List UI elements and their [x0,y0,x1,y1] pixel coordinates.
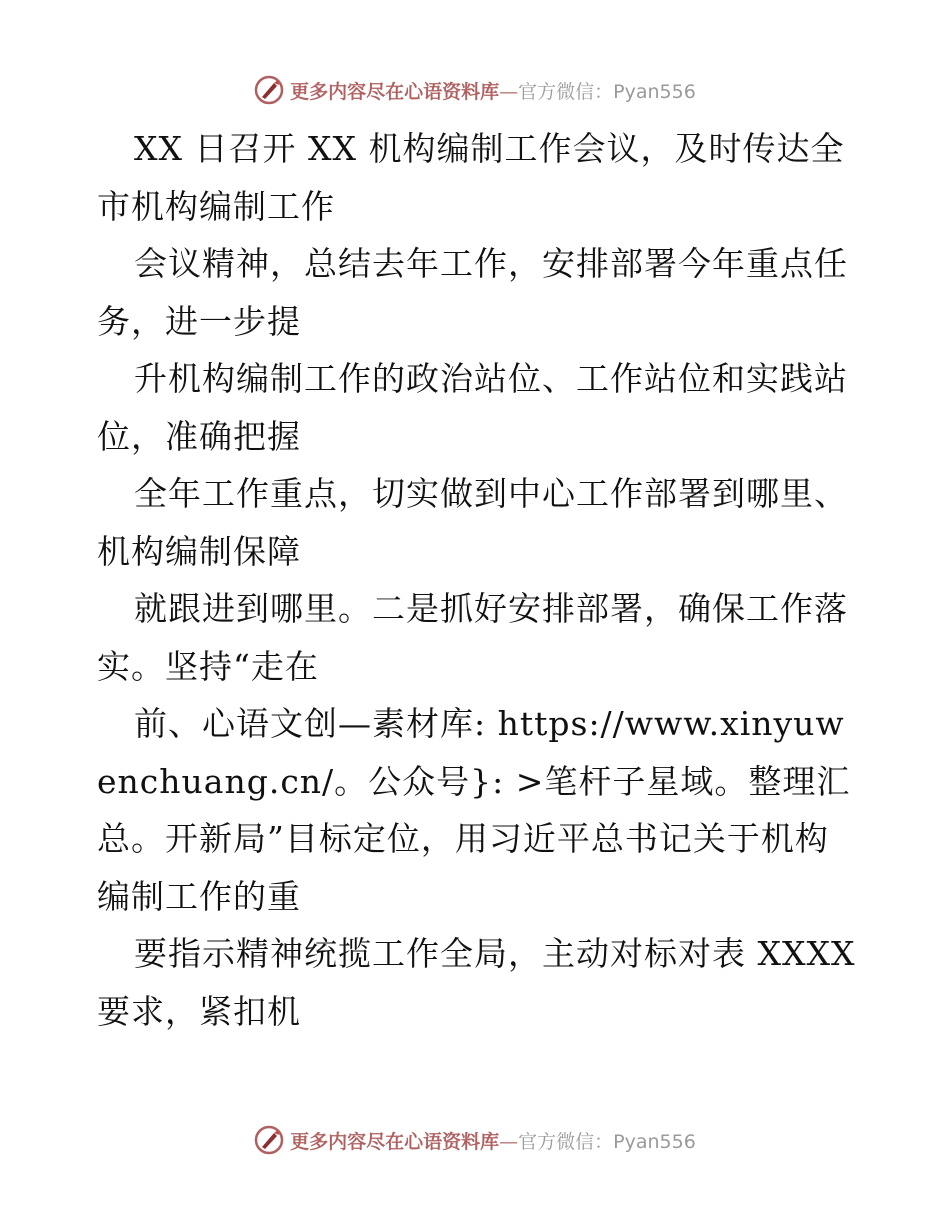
header-watermark-banner [0,70,950,110]
header-wechat-text: 官方微信：Pyan556 [518,80,696,103]
paragraph-1: XX 日召开 XX 机构编制工作会议，及时传达全市机构编制工作 [97,129,845,226]
footer-watermark-banner [0,1120,950,1160]
header-dash: — [499,80,519,103]
footer-brand-text: 更多内容尽在心语资料库 [290,1130,500,1153]
paragraph-3: 升机构编制工作的政治站位、工作站位和实践站位，准确把握 [97,359,848,456]
quill-pen-logo-icon [254,1125,284,1155]
paragraph-4: 全年工作重点，切实做到中心工作部署到哪里、机构编制保障 [97,474,848,571]
paragraph-5: 就跟进到哪里。二是抓好安排部署，确保工作落实。坚持“走在 [97,589,848,686]
paragraph-7: 要指示精神统揽工作全局，主动对标对表 XXXX 要求，紧扣机 [97,934,856,1031]
quill-pen-logo-icon [254,75,284,105]
document-body [97,120,857,1040]
footer-watermark-text [290,1127,696,1154]
header-brand-text: 更多内容尽在心语资料库 [290,80,500,103]
paragraph-6: 前、心语文创—素材库: https://www.xinyuwenchuang.cn/。公众号}: >笔杆子星域。整理汇总。开新局”目标定位，用习近平总书记关于机构编制工作的重 [97,704,851,916]
paragraph-2: 会议精神，总结去年工作，安排部署今年重点任务，进一步提 [97,244,848,341]
footer-wechat-text: 官方微信：Pyan556 [518,1130,696,1153]
header-watermark-text [290,77,696,104]
footer-dash: — [499,1130,519,1153]
